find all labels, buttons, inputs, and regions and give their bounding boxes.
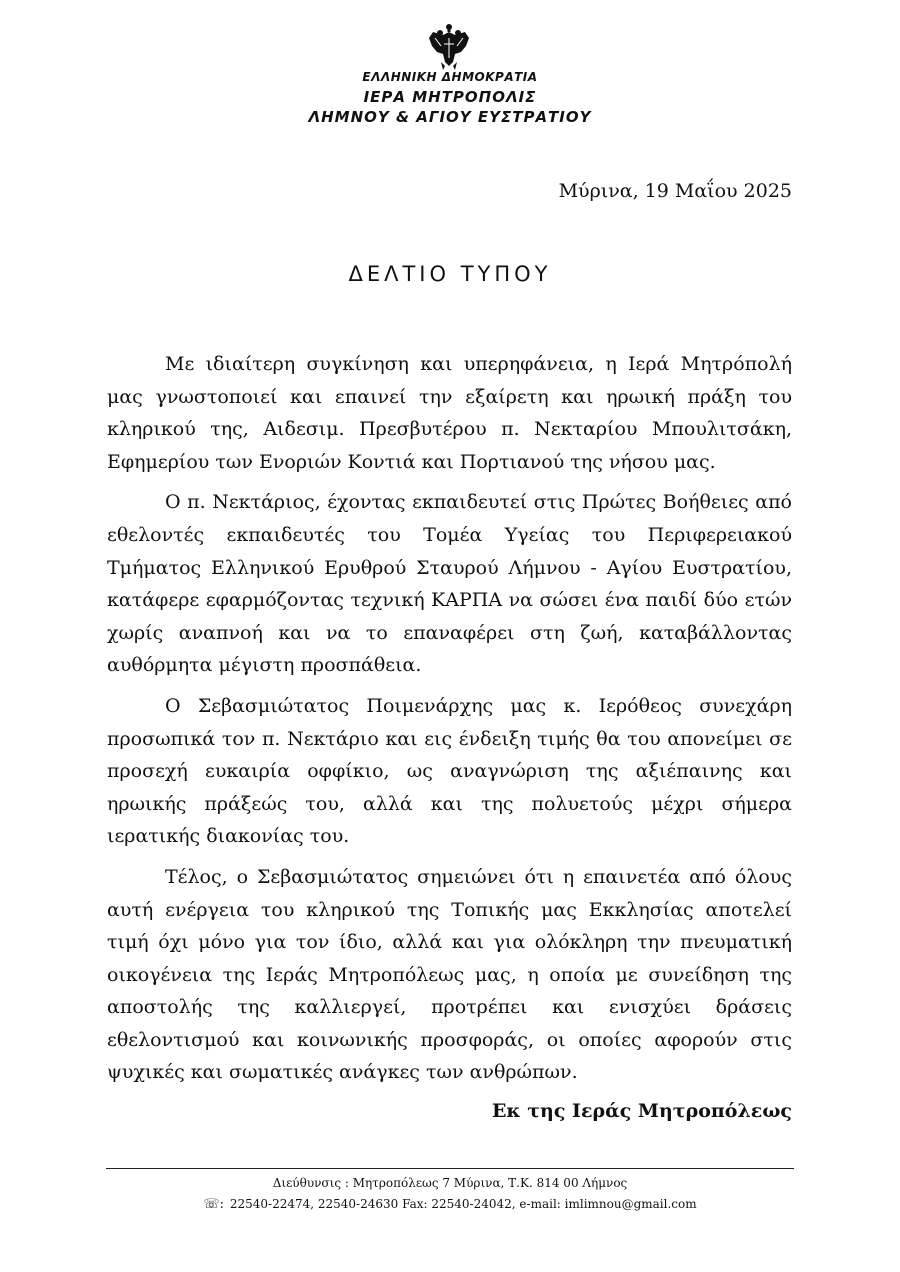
footer-divider [106, 1168, 794, 1169]
telephone-icon: ☏: [203, 1197, 225, 1212]
signature: Εκ της Ιεράς Μητροπόλεως [491, 1100, 792, 1122]
letterhead-country: ΕΛΛΗΝΙΚΗ ΔΗΜΟΚΡΑΤΙΑ [362, 70, 538, 84]
footer-contact-details: 22540-22474, 22540-24630 Fax: 22540-24042, e-mail: imlimnou@gmail.com [229, 1197, 697, 1211]
letterhead-metropolis: ΙΕΡΑ ΜΗΤΡΟΠΟΛΙΣ [363, 88, 537, 106]
paragraph: Με ιδιαίτερη συγκίνηση και υπερηφάνεια, η Ιερά Μητρόπολή μας γνωστοποιεί και επαινεί την εξαίρετη και ηρωική πράξη του κληρικού της, Αιδεσιμ. Πρεσβυτέρου π. Νεκταρίου Μπουλιτσάκη, Εφημερίου των Ενοριών Κοντιά και Πορτιανού της νήσου μας. [107, 353, 792, 473]
letterhead-region: ΛΗΜΝΟΥ & ΑΓΙΟΥ ΕΥΣΤΡΑΤΙΟΥ [308, 108, 592, 126]
paragraph: Ο π. Νεκτάριος, έχοντας εκπαιδευτεί στις Πρώτες Βοήθειες από εθελοντές εκπαιδευτές του Τομέα Υγείας του Περιφερειακού Τμήματος Ελληνικού Ερυθρού Σταυρού Λήμνου - Αγίου Ευστρατίου, κατάφερε εφαρμόζοντας τεχνική ΚΑΡΠΑ να σώσει ένα παιδί δύο ετών χωρίς αναπνοή και να το επαναφέρει στη ζωή, καταβάλλοντας αυθόρμητα μέγιστη προσπάθεια. [107, 491, 792, 677]
double-headed-eagle-icon [427, 22, 471, 72]
press-release-body [107, 348, 792, 1097]
document-date: Μύρινα, 19 Μαΐου 2025 [558, 180, 792, 202]
footer-contacts [0, 1197, 900, 1212]
paragraph: Τέλος, ο Σεβασμιώτατος σημειώνει ότι η επαινετέα από όλους αυτή ενέργεια του κληρικού της Τοπικής μας Εκκλησίας αποτελεί τιμή όχι μόνο για τον ίδιο, αλλά και για ολόκληρη την πνευματική οικογένεια της Ιεράς Μητροπόλεως μας, η οποία με συνείδηση της αποστολής της καλλιεργεί, προτρέπει και ενισχύει δράσεις εθελοντισμού και κοινωνικής προσφοράς, οι οποίες αφορούν στις ψυχικές και σωματικές ανάγκες των ανθρώπων. [107, 865, 792, 1084]
footer-address: Διεύθυνσις : Μητροπόλεως 7 Μύρινα, Τ.Κ. 814 00 Λήμνος [272, 1176, 628, 1190]
document-title: ΔΕΛΤΙΟ ΤΥΠΟΥ [348, 262, 552, 286]
paragraph: Ο Σεβασμιώτατος Ποιμενάρχης μας κ. Ιερόθεος συνεχάρη προσωπικά τον π. Νεκτάριο και εις ένδειξη τιμής θα του απονείμει σε προσεχή ευκαιρία οφφίκιο, ως αναγνώριση της αξιέπαινης και ηρωικής πράξεώς του, αλλά και της πολυετούς μέχρι σήμερα ιερατικής διακονίας του. [107, 694, 792, 848]
